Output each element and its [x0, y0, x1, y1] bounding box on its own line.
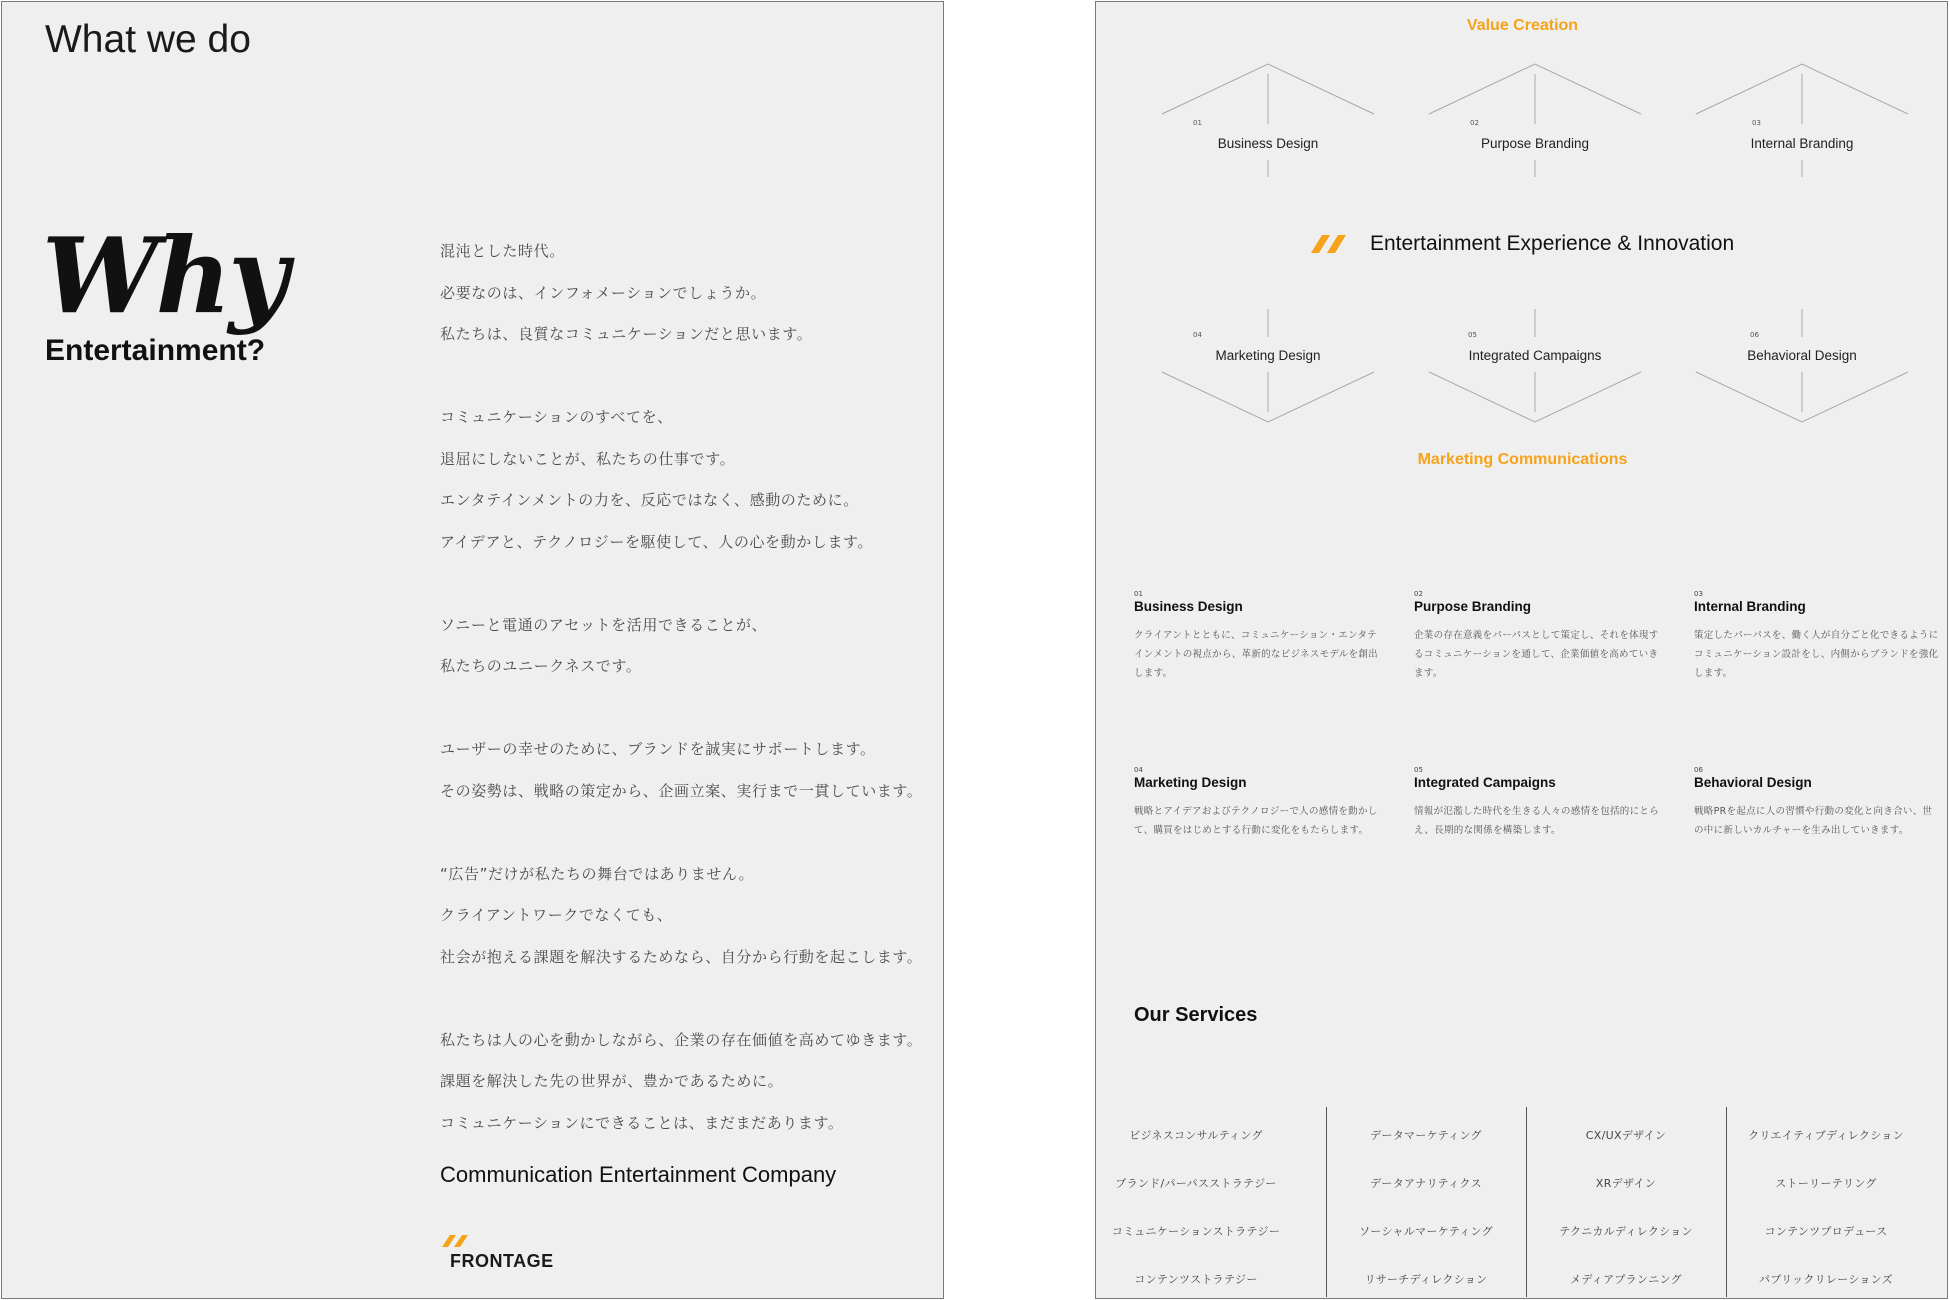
service-description: クライアントとともに、コミュニケーション・エンタテインメントの視点から、革新的なビジネスモデルを創出します。	[1134, 630, 1378, 679]
slash-marks-icon	[1311, 235, 1351, 253]
manifesto-line: 私たちのユニークネスです。	[440, 657, 642, 675]
node-number: 05	[1468, 331, 1477, 339]
service-columns	[1111, 1107, 1946, 1297]
center-title-text: Entertainment Experience & Innovation	[1369, 232, 1735, 255]
node-number: 01	[1193, 119, 1202, 127]
center-title	[1096, 232, 1949, 256]
service-title: Behavioral Design	[1694, 775, 1812, 790]
service-description: 企業の存在意義をパーパスとして策定し、それを体現するコミュニケーションを通して、企業価値を高めていきます。	[1414, 630, 1659, 679]
service-number: 06	[1694, 766, 1703, 774]
manifesto-line: 私たちは、良質なコミュニケーションだと思います。	[440, 325, 813, 343]
service-description: 戦略とアイデアおよびテクノロジーで人の感情を動かして、購買をはじめとする行動に変化をもたらします。	[1134, 806, 1378, 836]
manifesto-line: “広告”だけが私たちの舞台ではありません。	[440, 864, 755, 883]
right-page	[1095, 1, 1948, 1299]
paragraph-gap	[440, 571, 940, 613]
service-item	[1414, 766, 1659, 840]
service-title: Internal Branding	[1694, 599, 1806, 614]
manifesto-line: 社会が抱える課題を解決するためなら、自分から行動を起こします。	[440, 947, 923, 966]
manifesto-line: 課題を解決した先の世界が、豊かであるために。	[440, 1072, 784, 1090]
manifesto-line: 必要なのは、インフォメーションでしょうか。	[440, 283, 767, 302]
service-list-item: コンテンツプロデュース	[1764, 1225, 1888, 1238]
structure-diagram	[1096, 2, 1949, 522]
paragraph-gap	[440, 696, 940, 738]
node-purpose-branding	[1430, 119, 1640, 151]
service-number: 05	[1414, 766, 1423, 774]
node-label: Business Design	[1217, 136, 1319, 151]
service-item	[1694, 590, 1939, 683]
manifesto-line: その姿勢は、戦略の策定から、企画立案、実行まで一貫しています。	[440, 781, 923, 800]
service-list-item: コミュニケーションストラテジー	[1111, 1225, 1281, 1238]
node-label: Behavioral Design	[1747, 348, 1857, 363]
manifesto-line: コミュニケーションのすべてを、	[440, 408, 673, 426]
service-list-item: リサーチディレクション	[1364, 1273, 1488, 1286]
service-list-item: データアナリティクス	[1370, 1177, 1482, 1190]
service-title: Marketing Design	[1134, 775, 1247, 790]
service-column	[1326, 1107, 1526, 1297]
manifesto-line: ソニーと電通のアセットを活用できることが、	[440, 615, 768, 634]
node-marketing-design	[1163, 331, 1373, 363]
service-list-item: XRデザイン	[1595, 1177, 1657, 1190]
service-number: 01	[1134, 590, 1143, 598]
company-tagline: Communication Entertainment Company	[440, 1162, 837, 1187]
paragraph-gap	[440, 986, 940, 1028]
why-title: Why	[42, 214, 286, 337]
service-column	[1096, 1107, 1296, 1297]
service-description: 情報が氾濫した時代を生きる人々の感情を包括的にとらえ、長期的な関係を構築します。	[1414, 806, 1660, 836]
service-number: 03	[1694, 590, 1703, 598]
node-number: 06	[1750, 331, 1759, 339]
paragraph-gap	[440, 364, 940, 406]
service-column	[1526, 1107, 1726, 1297]
node-number: 03	[1752, 119, 1761, 127]
page-heading: What we do	[45, 18, 251, 61]
node-label: Marketing Design	[1215, 348, 1321, 363]
service-number: 02	[1414, 590, 1423, 598]
manifesto-line: アイデアと、テクノロジーを駆使して、人の心を動かします。	[440, 532, 874, 551]
manifesto-line: ユーザーの幸せのために、ブランドを誠実にサポートします。	[440, 740, 876, 758]
service-list-item: ストーリーテリング	[1775, 1177, 1877, 1190]
node-label: Internal Branding	[1750, 136, 1854, 151]
manifesto-line: 私たちは人の心を動かしながら、企業の存在価値を高めてゆきます。	[440, 1030, 923, 1049]
node-integrated-campaigns	[1430, 331, 1640, 363]
service-list-item: ソーシャルマーケティング	[1359, 1225, 1493, 1238]
node-label: Purpose Branding	[1480, 136, 1590, 151]
service-list-item: メディアプランニング	[1570, 1273, 1682, 1286]
service-list-item: データマーケティング	[1370, 1129, 1482, 1142]
manifesto-line: コミュニケーションにできることは、まだまだあります。	[440, 1113, 844, 1132]
node-number: 04	[1193, 331, 1202, 339]
node-number: 02	[1470, 119, 1479, 127]
manifesto-line: 混沌とした時代。	[440, 242, 565, 260]
service-description: 戦略PRを起点に人の習慣や行動の変化と向き合い、世の中に新しいカルチャーを生み出していきます。	[1694, 806, 1933, 836]
node-business-design	[1163, 119, 1373, 151]
manifesto-text	[440, 239, 940, 1152]
manifesto-line: クライアントワークでなくても、	[440, 906, 673, 924]
service-title: Purpose Branding	[1414, 599, 1532, 614]
service-list-item: クリエイティブディレクション	[1748, 1129, 1904, 1142]
service-number: 04	[1134, 766, 1143, 774]
service-column	[1726, 1107, 1926, 1297]
service-list-item: ブランド/パーパスストラテジー	[1115, 1177, 1277, 1190]
left-page	[1, 1, 944, 1299]
node-internal-branding	[1697, 119, 1907, 151]
service-description: 策定したパーパスを、働く人が自分ごと化できるようにコミュニケーション設計をし、内側からブランドを強化します。	[1694, 630, 1939, 679]
value-creation-heading: Value Creation	[1466, 17, 1579, 34]
service-list-item: テクニカルディレクション	[1559, 1225, 1693, 1238]
our-services-heading: Our Services	[1134, 1004, 1258, 1026]
manifesto-line: 退屈にしないことが、私たちの仕事です。	[440, 449, 736, 468]
service-item	[1694, 766, 1939, 840]
service-title: Integrated Campaigns	[1414, 775, 1556, 790]
service-item	[1134, 766, 1379, 840]
service-list-item: パブリックリレーションズ	[1759, 1273, 1893, 1286]
why-subtitle: Entertainment?	[45, 334, 266, 367]
node-behavioral-design	[1697, 331, 1907, 363]
node-label: Integrated Campaigns	[1468, 348, 1602, 363]
paragraph-gap	[440, 820, 940, 862]
service-list-item: CX/UXデザイン	[1585, 1129, 1667, 1142]
service-list-item: ビジネスコンサルティング	[1129, 1129, 1263, 1142]
service-item	[1414, 590, 1659, 683]
marketing-communications-heading: Marketing Communications	[1417, 451, 1628, 468]
service-list-item: コンテンツストラテジー	[1134, 1273, 1258, 1286]
service-title: Business Design	[1134, 599, 1243, 614]
manifesto-line: エンタテインメントの力を、反応ではなく、感動のために。	[440, 491, 859, 509]
logo-wordmark: FRONTAGE	[450, 1251, 554, 1271]
slash-marks-icon	[442, 1235, 472, 1247]
service-item	[1134, 590, 1379, 683]
